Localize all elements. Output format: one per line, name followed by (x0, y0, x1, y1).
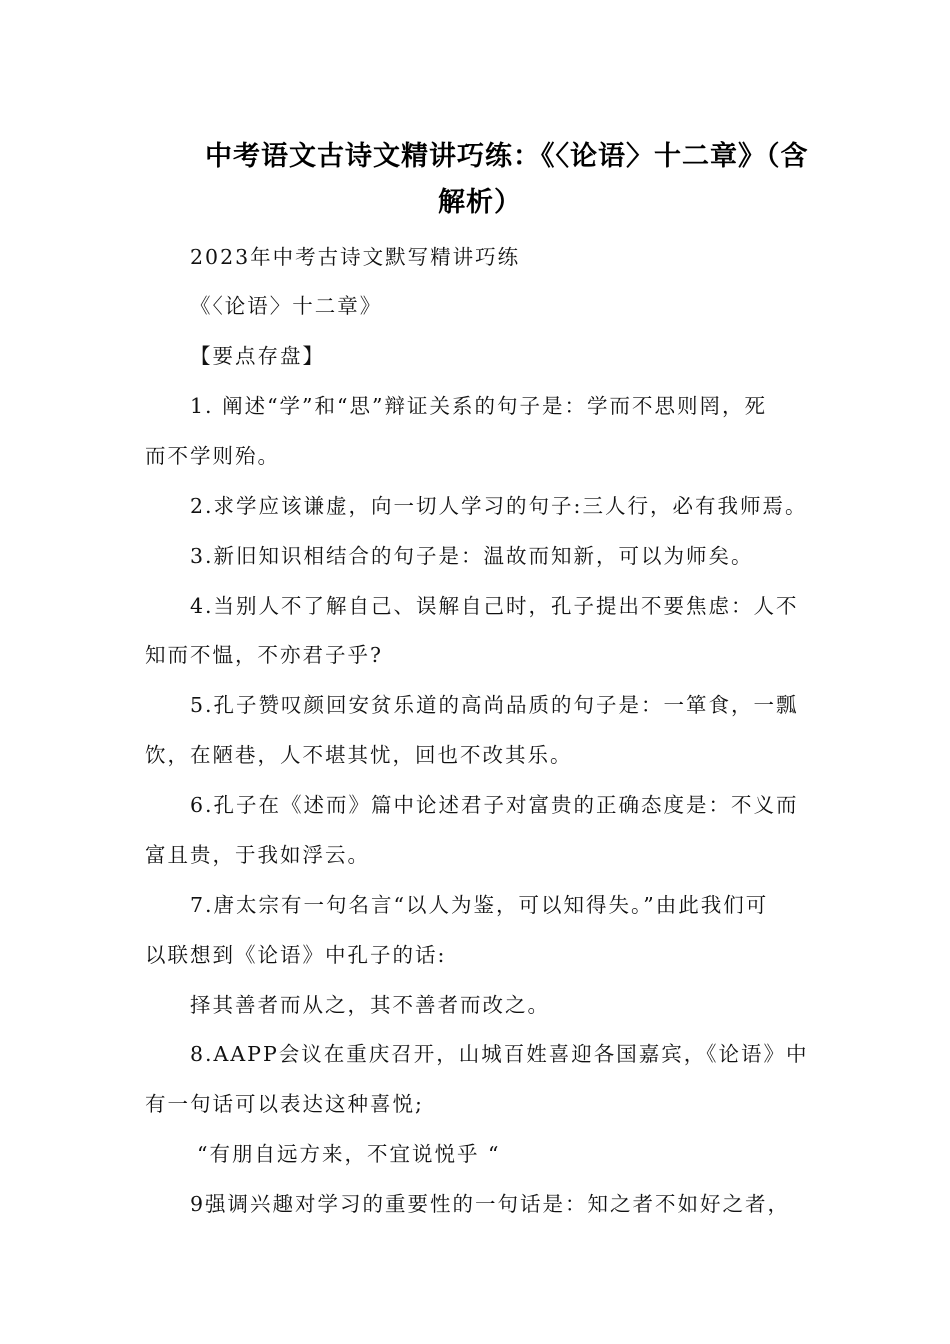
paragraph-line: 5.孔子赞叹颜回安贫乐道的高尚品质的句子是：一箪食，一瓢 (190, 693, 799, 717)
paragraph-line: 以联想到《论语》中孔子的话: (145, 943, 447, 967)
paragraph-line: 择其善者而从之，其不善者而改之。 (190, 993, 550, 1017)
paragraph-line: 3.新旧知识相结合的句子是：温故而知新，可以为师矣。 (190, 544, 754, 568)
paragraph-line: 9强调兴趣对学习的重要性的一句话是：知之者不如好之者， (190, 1192, 791, 1216)
paragraph-line: 富且贵，于我如浮云。 (145, 843, 370, 867)
paragraph-line: 7.唐太宗有一句名言“以人为鉴，可以知得失。”由此我们可 (190, 893, 769, 917)
paragraph-line: 6.孔子在《述而》篇中论述君子对富贵的正确态度是：不义而 (190, 793, 799, 817)
paragraph-line: 饮，在陋巷，人不堪其忧，回也不改其乐。 (145, 743, 573, 767)
paragraph-line: 1. 阐述“学”和“思”辩证关系的句子是：学而不思则罔，死 (190, 394, 767, 418)
paragraph-line: 有一句话可以表达这种喜悦; (145, 1092, 424, 1116)
document-title-line-1: 中考语文古诗文精讲巧练：《〈论语〉十二章》（含 (205, 141, 809, 172)
paragraph-line: 2.求学应该谦虚，向一切人学习的句子:三人行，必有我师焉。 (190, 494, 808, 518)
subtitle: 2023年中考古诗文默写精讲巧练 (190, 245, 521, 269)
chapter-heading: 《〈论语〉十二章》 (190, 294, 383, 318)
paragraph-line: “有朋自远方来，不宜说悦乎 “ (197, 1142, 501, 1166)
document-title-line-2: 解析） (438, 187, 522, 218)
paragraph-line: 而不学则殆。 (145, 444, 280, 468)
paragraph-line: 4.当别人不了解自己、误解自己时，孔子提出不要焦虑：人不 (190, 594, 799, 618)
section-heading: 【要点存盘】 (190, 344, 325, 368)
paragraph-line: 知而不愠，不亦君子乎? (145, 643, 383, 667)
paragraph-line: 8.AAPP会议在重庆召开，山城百姓喜迎各国嘉宾，《论语》中 (190, 1042, 809, 1066)
